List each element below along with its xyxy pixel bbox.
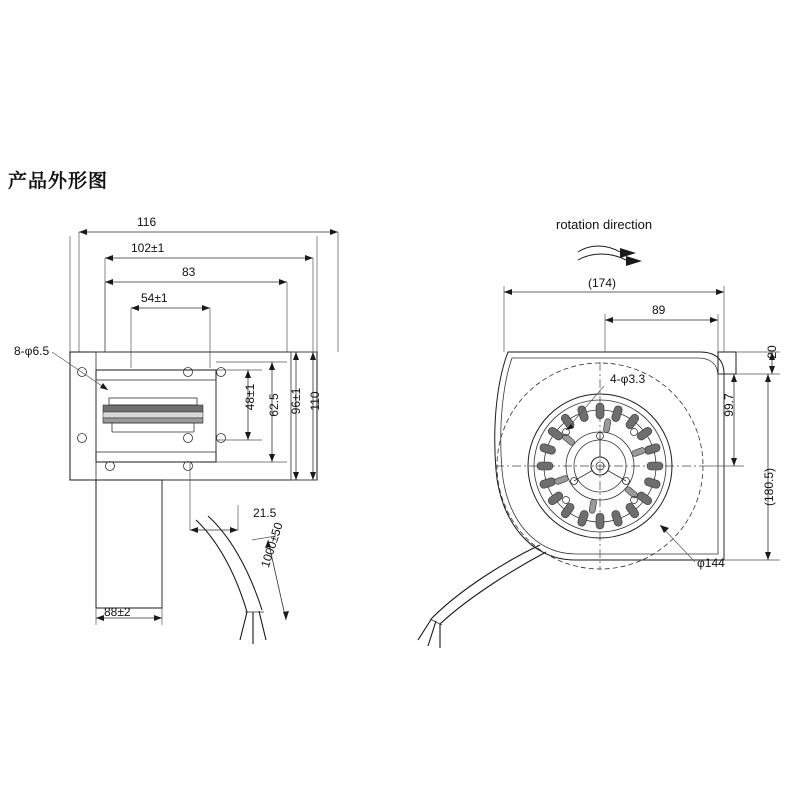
dim-hole-pitch-y: 48±1 [243, 383, 257, 411]
dim-screw-spec: 4-φ3.3 [610, 372, 646, 386]
dim-99-7: 99.7 [722, 393, 736, 417]
dim-mount-width: 102±1 [131, 241, 165, 255]
rotation-direction-label: rotation direction [556, 217, 653, 232]
dim-21-5: 21.5 [253, 506, 277, 520]
dim-hole-spec: 8-φ6.5 [14, 344, 50, 358]
dim-lead-length: 1000±50 [258, 520, 286, 570]
dim-depth: 88±2 [104, 605, 131, 619]
dim-62-5: 62.5 [267, 393, 281, 417]
dim-96: 96±1 [289, 387, 303, 415]
dim-hole-pitch-x: 54±1 [141, 291, 168, 305]
dim-180-5: (180.5) [762, 467, 776, 507]
dim-110: 110 [308, 391, 322, 411]
dim-overall-width: 116 [137, 215, 157, 229]
page-title: 产品外形图 [8, 170, 109, 192]
dim-impeller-dia: φ144 [697, 556, 725, 570]
dim-89: 89 [652, 303, 666, 317]
dim-inner-width: 83 [182, 265, 196, 279]
dim-20: 20 [765, 345, 779, 359]
dim-overall-depth: (174) [588, 276, 617, 290]
